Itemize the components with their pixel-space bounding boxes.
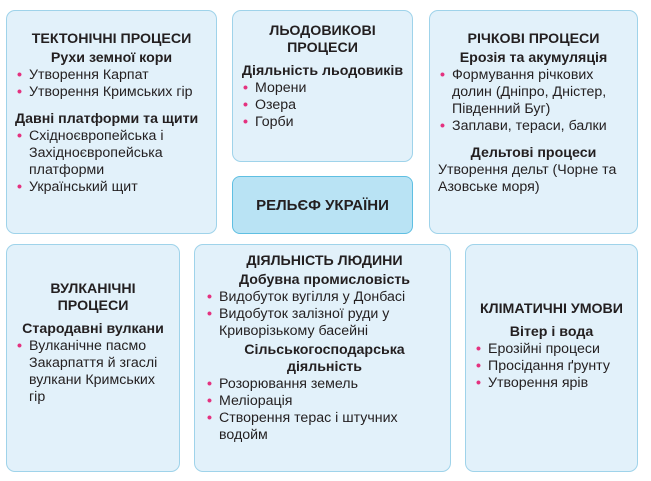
list-item: • Просідання ґрунту — [476, 358, 610, 374]
human-subtitle-agriculture: Сільськогосподарська діяльність — [244, 342, 405, 375]
center-title: РЕЛЬЄФ УКРАЇНИ — [256, 196, 389, 214]
bullet-icon: • — [17, 128, 22, 144]
bullet-icon: • — [476, 358, 481, 374]
list-item: • Створення терас і штучних водойм — [207, 410, 398, 443]
bullet-icon: • — [243, 97, 248, 113]
bullet-icon: • — [440, 67, 445, 83]
river-subtitle-delta: Дельтові процеси — [470, 145, 597, 161]
human-list-agriculture — [205, 376, 444, 444]
list-item: • Формування річкових долин (Дніпро, Дністер, Південний Буг) — [440, 67, 607, 117]
bullet-icon: • — [17, 338, 22, 354]
river-delta-text: Утворення дельт (Чорне та Азовське моря) — [438, 162, 617, 195]
list-item: • Український щит — [17, 179, 138, 195]
tectonic-subtitle-platforms: Давні платформи та щити — [15, 111, 199, 127]
tectonic-list-platforms — [15, 128, 208, 196]
bullet-icon: • — [207, 306, 212, 322]
human-list-mining — [205, 289, 444, 340]
tectonic-list-crust — [15, 67, 208, 101]
volcanic-processes-box — [6, 244, 180, 472]
bullet-icon: • — [243, 114, 248, 130]
river-subtitle-erosion: Ерозія та акумуляція — [459, 50, 608, 66]
bullet-icon: • — [207, 289, 212, 305]
bullet-icon: • — [17, 67, 22, 83]
bullet-icon: • — [476, 341, 481, 357]
human-subtitle-mining: Добувна промисловість — [238, 272, 411, 288]
glacial-subtitle: Діяльність льодовиків — [241, 63, 404, 79]
river-processes-box — [429, 10, 638, 234]
tectonic-title: ТЕКТОНІЧНІ ПРОЦЕСИ — [31, 31, 192, 47]
list-item: • Озера — [243, 97, 297, 113]
glacial-processes-box — [232, 10, 413, 162]
bullet-icon: • — [207, 410, 212, 426]
climate-subtitle: Вітер і вода — [509, 324, 594, 340]
list-item: • Утворення Карпат — [17, 67, 149, 83]
bullet-icon: • — [440, 118, 445, 134]
climate-list — [474, 341, 629, 392]
list-item: • Східноєвропейська і Західноєвропейська платформи — [17, 128, 164, 178]
volcanic-list — [15, 338, 171, 406]
list-item: • Морени — [243, 80, 307, 96]
bullet-icon: • — [17, 179, 22, 195]
list-item: • Вулканічне пасмо Закарпаття й згаслі вулкани Кримських гір — [17, 338, 158, 405]
bullet-icon: • — [207, 393, 212, 409]
list-item: • Видобуток вугілля у Донбасі — [207, 289, 406, 305]
list-item: • Заплави, тераси, балки — [440, 118, 607, 134]
bullet-icon: • — [207, 376, 212, 392]
river-title: РІЧКОВІ ПРОЦЕСИ — [467, 31, 600, 47]
glacial-list — [241, 80, 404, 131]
relief-of-ukraine-center — [232, 176, 413, 234]
list-item: • Видобуток залізної руди у Криворізькому басейні — [207, 306, 390, 339]
human-title: ДІЯЛЬНІСТЬ ЛЮДИНИ — [246, 253, 403, 269]
list-item: • Горби — [243, 114, 294, 130]
tectonic-processes-box — [6, 10, 217, 234]
bullet-icon: • — [17, 84, 22, 100]
list-item: • Утворення Кримських гір — [17, 84, 193, 100]
human-activity-box — [194, 244, 451, 472]
list-item: • Утворення ярів — [476, 375, 589, 391]
volcanic-subtitle: Стародавні вулкани — [22, 321, 164, 337]
climate-title: КЛІМАТИЧНІ УМОВИ — [480, 301, 623, 317]
list-item: • Розорювання земель — [207, 376, 358, 392]
list-item: • Ерозійні процеси — [476, 341, 600, 357]
list-item: • Меліорація — [207, 393, 293, 409]
bullet-icon: • — [476, 375, 481, 391]
volcanic-title: ВУЛКАНІЧНІ ПРОЦЕСИ — [50, 281, 136, 314]
tectonic-subtitle-crust: Рухи земної кори — [50, 50, 173, 66]
climate-conditions-box — [465, 244, 638, 472]
glacial-title: ЛЬОДОВИКОВІ ПРОЦЕСИ — [269, 23, 376, 56]
bullet-icon: • — [243, 80, 248, 96]
river-list-erosion — [438, 67, 629, 135]
